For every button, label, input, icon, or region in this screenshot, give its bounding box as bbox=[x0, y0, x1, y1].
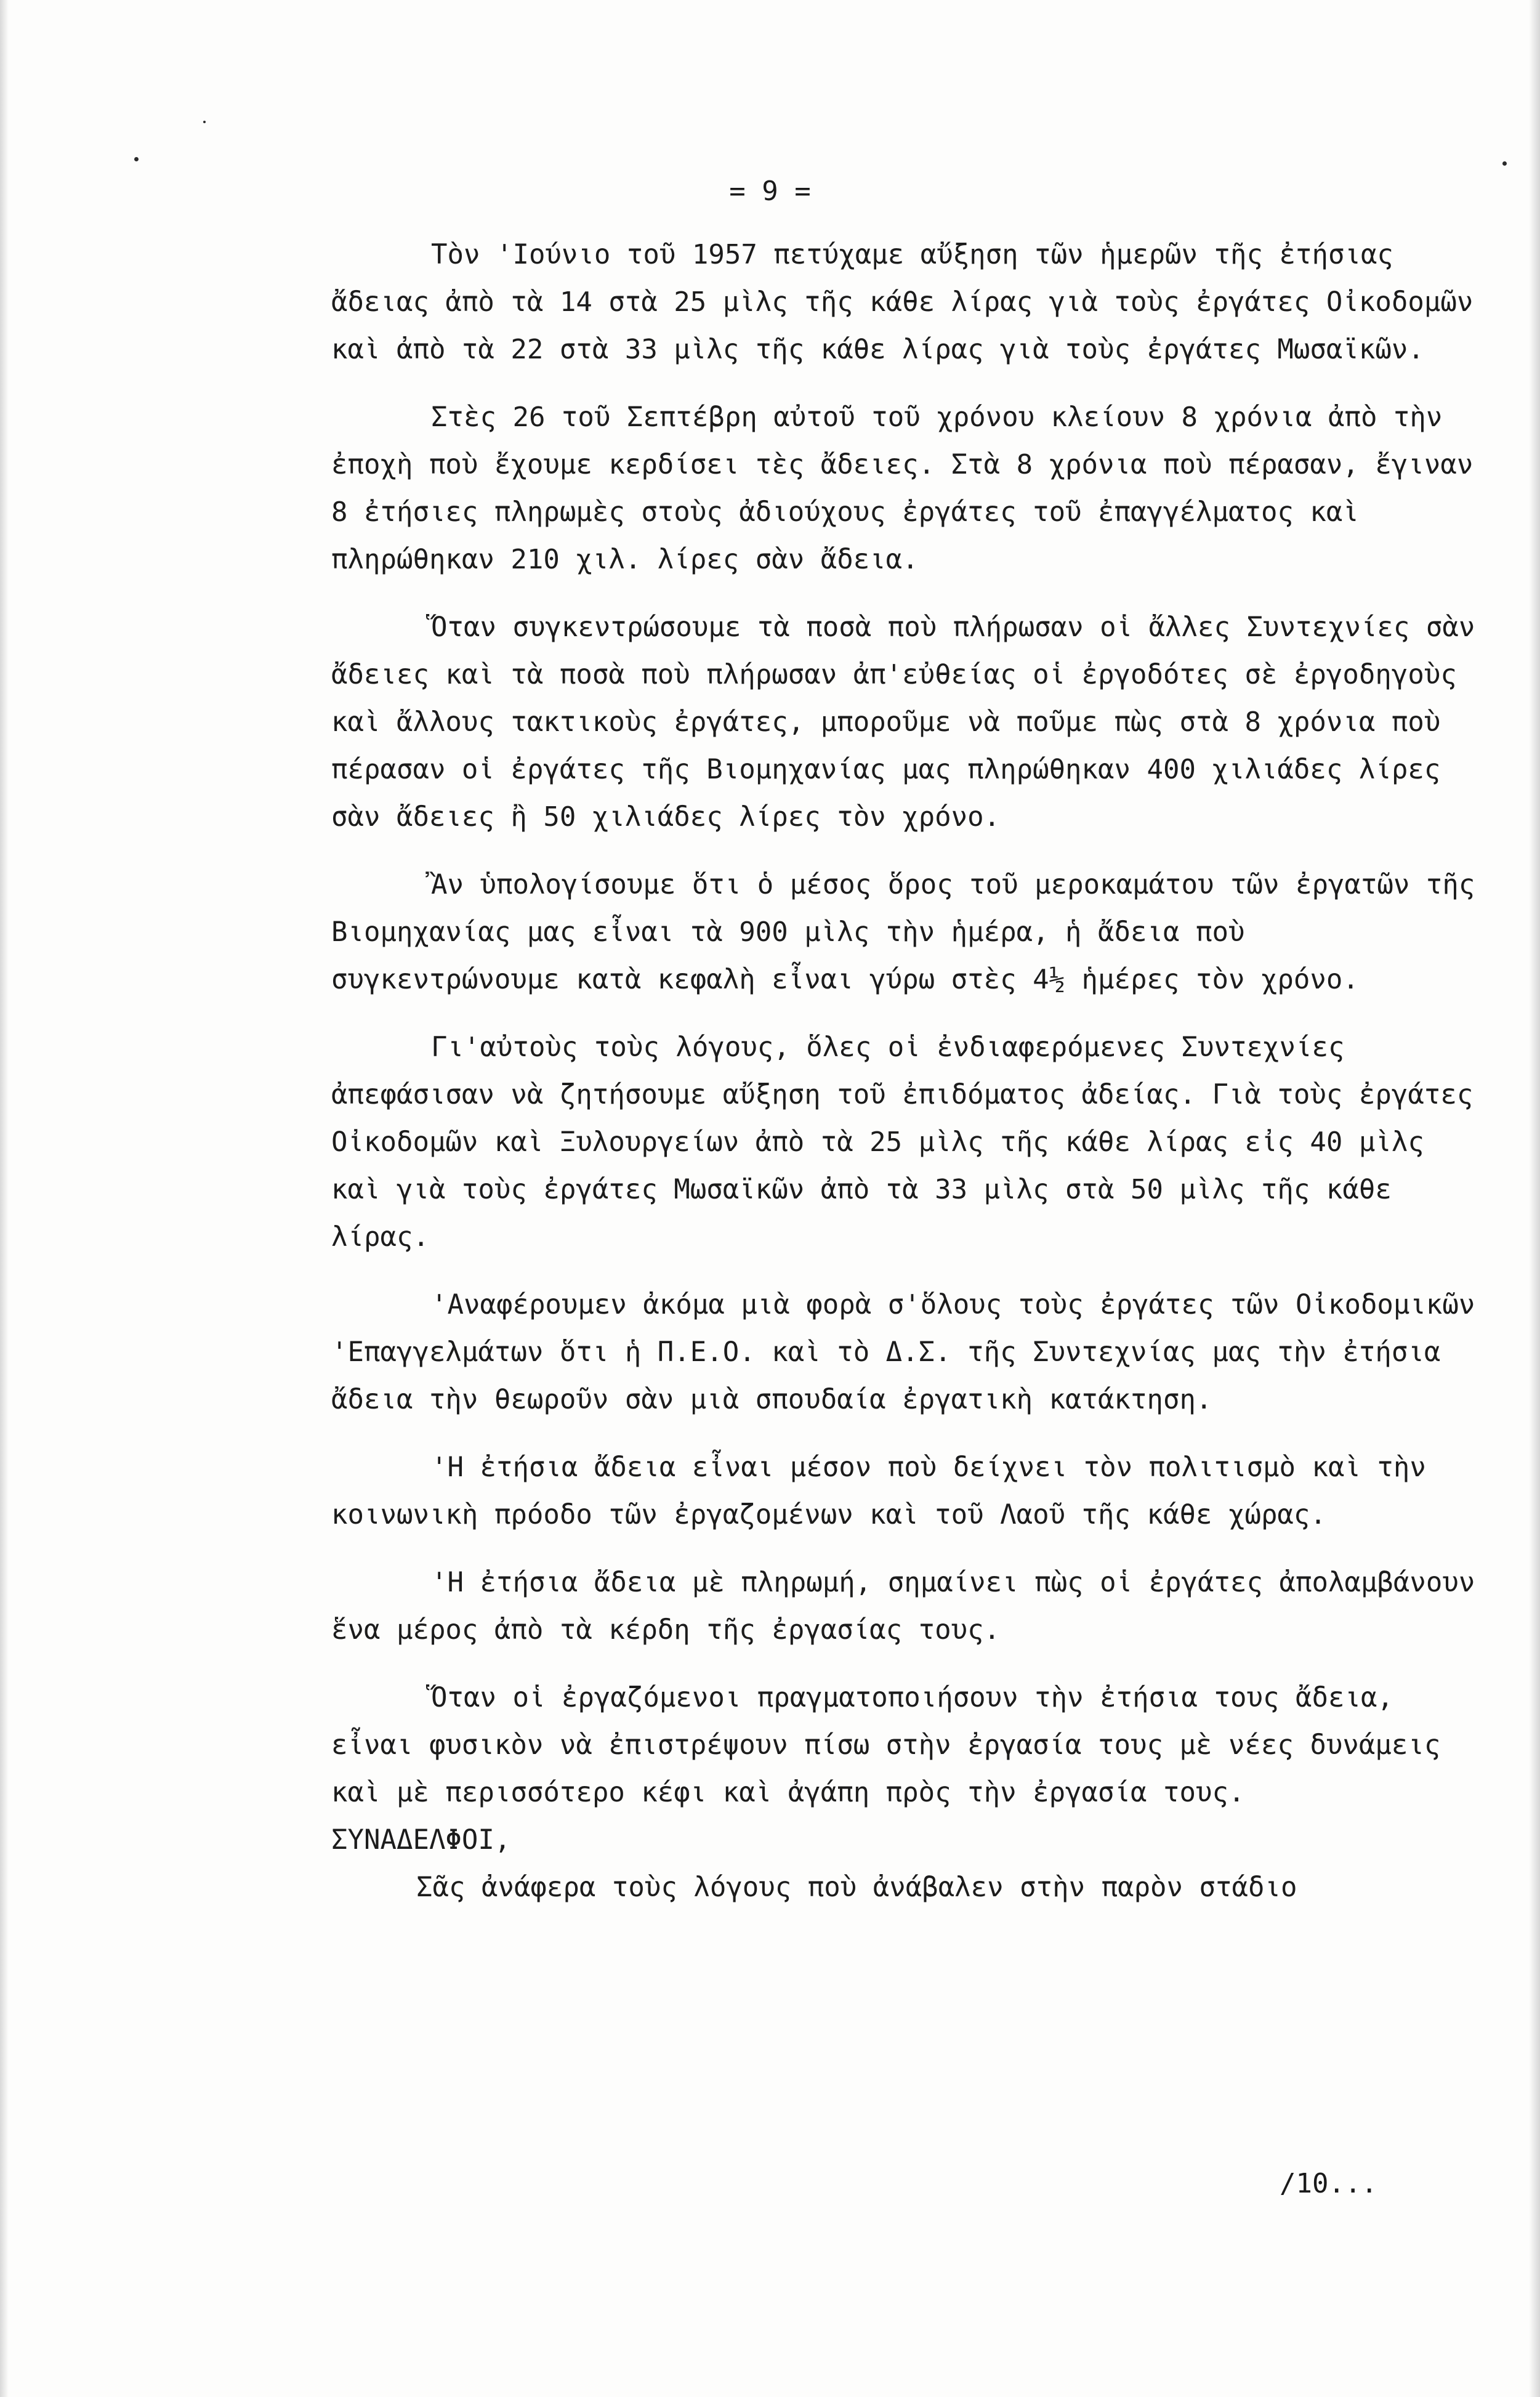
paragraph-9: Ὅταν οἱ ἐργαζόμενοι πραγματοποιήσουν τὴν ἐτήσια τους ἄδεια, εἶναι φυσικὸν νὰ ἐπιστρέψουν πίσω στὴν ἐργασία τους μὲ νέες δυνάμεις καὶ μὲ περισσότερο κέφι καὶ ἀγάπη πρὸς τὴν ἐργασία τους. bbox=[331, 1682, 1441, 1808]
paragraph-4: Ἂν ὑπολογίσουμε ὅτι ὁ μέσος ὅρος τοῦ μεροκαμάτου τῶν ἐργατῶν τῆς Βιομηχανίας μας εἶναι τὰ 900 μὶλς τὴν ἡμέρα, ἡ ἄδεια ποὺ συγκεντρώνουμε κατὰ κεφαλὴ εἶναι γύρω στὲς 4½ ἡμέρες τὸν χρόνο. bbox=[331, 869, 1475, 995]
paper-speck bbox=[203, 121, 206, 123]
body-text bbox=[331, 231, 1478, 1911]
paragraph-8: 'Η ἐτήσια ἄδεια μὲ πληρωμή, σημαίνει πὼς οἱ ἐργάτες ἀπολαμβάνουν ἕνα μέρος ἀπὸ τὰ κέρδη τῆς ἐργασίας τους. bbox=[331, 1567, 1475, 1646]
paragraph-6: 'Αναφέρουμεν ἀκόμα μιὰ φορὰ σ'ὅλους τοὺς ἐργάτες τῶν Οἰκοδομικῶν 'Επαγγελμάτων ὅτι ἡ Π.Ε.Ο. καὶ τὸ Δ.Σ. τῆς Συντεχνίας μας τὴν ἐτήσια ἄδεια τὴν θεωροῦν σὰν μιὰ σπουδαία ἐργατικὴ κατάκτηση. bbox=[331, 1289, 1475, 1415]
page-edge-right bbox=[1529, 0, 1540, 2397]
paragraph-2: Στὲς 26 τοῦ Σεπτέβρη αὐτοῦ τοῦ χρόνου κλείουν 8 χρόνια ἀπὸ τὴν ἐποχὴ ποὺ ἔχουμε κερδίσει τὲς ἄδειες. Στὰ 8 χρόνια ποὺ πέρασαν, ἔγιναν 8 ἐτήσιες πληρωμὲς στοὺς ἀδιούχους ἐργάτες τοῦ ἐπαγγέλματος καὶ πληρώθηκαν 210 χιλ. λίρες σὰν ἄδεια. bbox=[331, 402, 1473, 575]
paper-speck bbox=[1502, 161, 1507, 166]
closing-line: Σᾶς ἀνάφερα τοὺς λόγους ποὺ ἀνάβαλεν στὴν παρὸν στάδιο bbox=[416, 1872, 1297, 1903]
paragraph-3: Ὅταν συγκεντρώσουμε τὰ ποσὰ ποὺ πλήρωσαν οἱ ἄλλες Συντεχνίες σὰν ἄδειες καὶ τὰ ποσὰ ποὺ πλήρωσαν ἀπ'εὐθείας οἱ ἐργοδότες σὲ ἐργοδηγοὺς καὶ ἄλλους τακτικοὺς ἐργάτες, μποροῦμε νὰ ποῦμε πὼς στὰ 8 χρόνια ποὺ πέρασαν οἱ ἐργάτες τῆς Βιομηχανίας μας πληρώθηκαν 400 χιλιάδες λίρες σὰν ἄδειες ἢ 50 χιλιάδες λίρες τὸν χρόνο. bbox=[331, 612, 1475, 833]
page-edge-left bbox=[0, 0, 9, 2397]
salutation-heading: ΣΥΝΑΔΕΛΦΟΙ, bbox=[331, 1824, 511, 1856]
paragraph-5: Γι'αὐτοὺς τοὺς λόγους, ὅλες οἱ ἐνδιαφερόμενες Συντεχνίες ἀπεφάσισαν νὰ ζητήσουμε αὔξηση τοῦ ἐπιδόματος ἀδείας. Γιὰ τοὺς ἐργάτες Οἰκοδομῶν καὶ Ξυλουργείων ἀπὸ τὰ 25 μὶλς τῆς κάθε λίρας εἰς 40 μὶλς καὶ γιὰ τοὺς ἐργάτες Μωσαϊκῶν ἀπὸ τὰ 33 μὶλς στὰ 50 μὶλς τῆς κάθε λίρας. bbox=[331, 1032, 1473, 1253]
paragraph-1: Τὸν 'Ιούνιο τοῦ 1957 πετύχαμε αὔξηση τῶν ἡμερῶν τῆς ἐτήσιας ἄδειας ἀπὸ τὰ 14 στὰ 25 μὶλς τῆς κάθε λίρας γιὰ τοὺς ἐργάτες Οἰκοδομῶν καὶ ἀπὸ τὰ 22 στὰ 33 μὶλς τῆς κάθε λίρας γιὰ τοὺς ἐργάτες Μωσαϊκῶν. bbox=[331, 239, 1473, 365]
paragraph-7: 'Η ἐτήσια ἄδεια εἶναι μέσον ποὺ δείχνει τὸν πολιτισμὸ καὶ τὴν κοινωνικὴ πρόοδο τῶν ἐργαζομένων καὶ τοῦ Λαοῦ τῆς κάθε χώρας. bbox=[331, 1452, 1426, 1530]
paper-speck bbox=[134, 157, 139, 161]
continuation-marker: /10... bbox=[1280, 2168, 1377, 2199]
page-number: = 9 = bbox=[729, 176, 811, 207]
